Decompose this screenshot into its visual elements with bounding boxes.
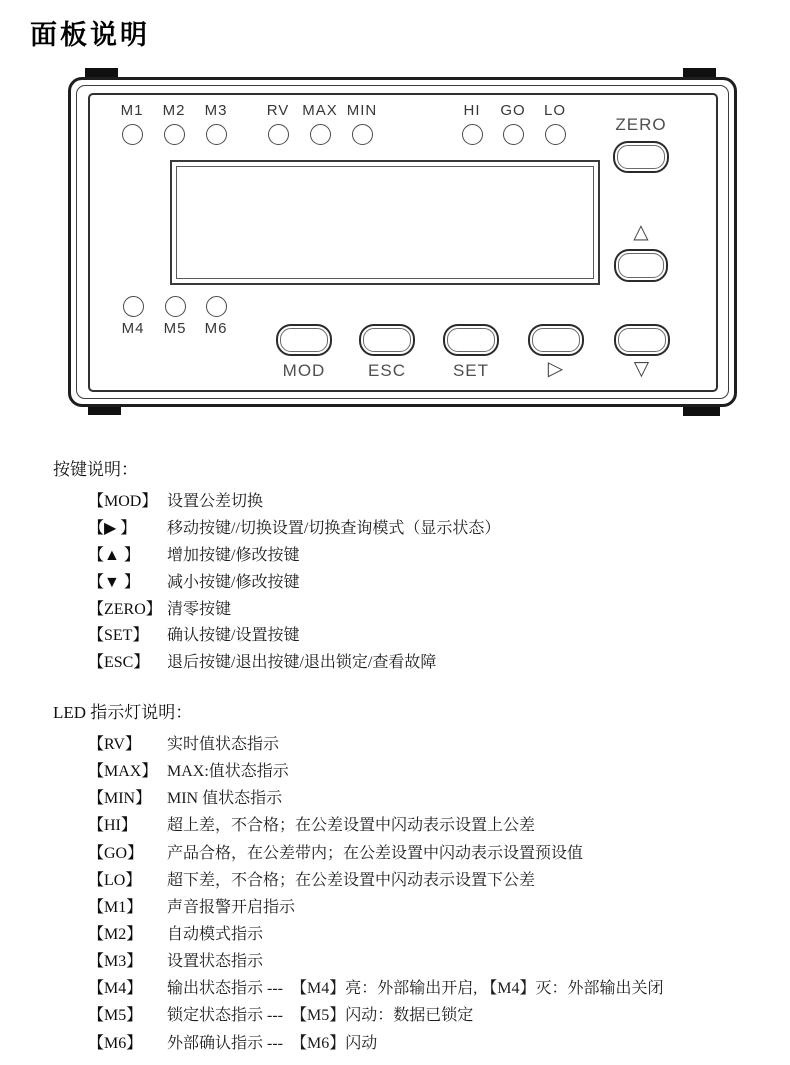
led-desc: 设置状态指示 [167, 953, 264, 971]
up-button [614, 249, 668, 282]
led-m2-circle [164, 124, 185, 145]
led-key: 【M2】 [88, 926, 143, 944]
led-key: 【RV】 [88, 736, 141, 754]
led-row-m2 [0, 919, 790, 946]
led-rv-label: RV [266, 102, 290, 119]
right-button [528, 324, 584, 356]
key-row-right [0, 513, 790, 540]
led-m1-label: M1 [120, 102, 144, 119]
led-min [340, 102, 384, 145]
led-m6-label: M6 [204, 320, 228, 337]
led-desc: 锁定状态指示 --- 【M5】闪动：数据已锁定 [167, 1007, 474, 1025]
down-arrow-icon: ▽ [633, 358, 651, 380]
led-max [298, 102, 342, 145]
led-desc: MIN 值状态指示 [167, 790, 283, 808]
led-desc: 输出状态指示 --- 【M4】亮：外部输出开启, 【M4】灭：外部输出关闭 [167, 980, 664, 998]
esc-button-label: ESC [368, 361, 406, 380]
led-key: 【M5】 [88, 1007, 143, 1025]
led-hi-label: HI [463, 102, 481, 119]
zero-button [613, 141, 669, 173]
led-section [0, 702, 790, 1055]
key-label: 【ZERO】 [88, 600, 162, 618]
zero-button-group [609, 115, 673, 173]
led-key: 【M1】 [88, 898, 143, 916]
led-go [491, 102, 535, 145]
led-row-hi [0, 810, 790, 837]
led-key: 【HI】 [88, 817, 137, 835]
led-m1 [110, 102, 154, 145]
led-m5 [153, 296, 197, 338]
down-button [614, 324, 670, 356]
up-arrow-icon: △ [633, 221, 649, 243]
mount-tab-bottom-left [88, 406, 121, 415]
keys-section-heading: 按键说明： [53, 460, 138, 479]
led-m2 [152, 102, 196, 145]
keys-list [0, 486, 790, 674]
led-lo-label: LO [543, 102, 566, 119]
led-desc: MAX:值状态指示 [167, 763, 289, 781]
led-m4 [111, 296, 155, 338]
led-row-lo [0, 865, 790, 892]
led-row-go [0, 838, 790, 865]
led-min-label: MIN [346, 102, 378, 119]
right-button-group [524, 324, 588, 380]
key-desc: 退后按键/退出按键/退出锁定/查看故障 [167, 654, 437, 672]
page-title: 面板说明 [30, 20, 150, 50]
lcd-display-inner [176, 166, 594, 279]
key-label: 【▼ 】 [88, 573, 140, 591]
led-row-m6 [0, 1028, 790, 1055]
led-key: 【M4】 [88, 980, 143, 998]
key-row-set [0, 620, 790, 647]
led-key: 【M3】 [88, 953, 143, 971]
led-m5-label: M5 [163, 320, 187, 337]
led-hi [450, 102, 494, 145]
led-m4-circle [123, 296, 144, 317]
key-desc: 增加按键/修改按键 [167, 546, 300, 564]
led-m6 [194, 296, 238, 338]
led-m1-circle [122, 124, 143, 145]
led-row-max [0, 756, 790, 783]
led-row-min [0, 783, 790, 810]
led-key: 【LO】 [88, 871, 142, 889]
key-row-zero [0, 594, 790, 621]
led-section-heading: LED 指示灯说明： [53, 703, 193, 722]
key-desc: 清零按键 [167, 600, 232, 618]
esc-button-group [355, 324, 419, 381]
led-m3-circle [206, 124, 227, 145]
led-desc: 实时值状态指示 [167, 736, 280, 754]
led-key: 【M6】 [88, 1034, 143, 1052]
key-row-esc [0, 647, 790, 674]
led-desc: 超下差，不合格；在公差设置中闪动表示设置下公差 [167, 871, 536, 889]
mount-tab-bottom-right [683, 407, 720, 416]
key-label: 【▲ 】 [88, 546, 140, 564]
led-go-label: GO [500, 102, 526, 119]
led-m5-circle [165, 296, 186, 317]
led-list [0, 729, 790, 1055]
set-button-label: SET [452, 361, 490, 380]
key-desc: 减小按键/修改按键 [167, 573, 300, 591]
lcd-display [170, 160, 600, 285]
mod-button [276, 324, 332, 356]
key-desc: 移动按键//切换设置/切换查询模式（显示状态） [167, 519, 501, 537]
key-desc: 设置公差切换 [167, 492, 264, 510]
led-min-circle [352, 124, 373, 145]
led-key: 【MIN】 [88, 790, 152, 808]
led-m6-circle [206, 296, 227, 317]
led-desc: 自动模式指示 [167, 926, 264, 944]
mod-button-label: MOD [282, 361, 326, 380]
esc-button [359, 324, 415, 356]
led-desc: 超上差，不合格；在公差设置中闪动表示设置上公差 [167, 817, 536, 835]
led-rv-circle [268, 124, 289, 145]
led-m3-label: M3 [204, 102, 228, 119]
led-go-circle [503, 124, 524, 145]
led-max-label: MAX [302, 102, 338, 119]
set-button-group [439, 324, 503, 381]
up-button-group [609, 221, 673, 282]
led-row-rv [0, 729, 790, 756]
key-row-up [0, 540, 790, 567]
led-desc: 声音报警开启指示 [167, 898, 296, 916]
right-arrow-icon: ▷ [547, 358, 565, 380]
led-lo [533, 102, 577, 145]
led-m2-label: M2 [162, 102, 186, 119]
led-m3 [194, 102, 238, 145]
led-row-m5 [0, 1000, 790, 1027]
key-label: 【ESC】 [88, 654, 150, 672]
led-row-m1 [0, 892, 790, 919]
led-row-m4 [0, 973, 790, 1000]
key-desc: 确认按键/设置按键 [167, 627, 300, 645]
key-label: 【MOD】 [88, 492, 158, 510]
mount-tab-top-right [683, 68, 716, 77]
led-max-circle [310, 124, 331, 145]
key-label: 【SET】 [88, 627, 149, 645]
zero-button-label: ZERO [615, 115, 667, 134]
led-key: 【GO】 [88, 844, 144, 862]
set-button [443, 324, 499, 356]
led-lo-circle [545, 124, 566, 145]
keys-section [0, 459, 790, 674]
down-button-group [610, 324, 674, 380]
led-desc: 产品合格，在公差带内；在公差设置中闪动表示设置预设值 [167, 844, 584, 862]
led-rv [256, 102, 300, 145]
mod-button-group [272, 324, 336, 381]
key-label: 【▶ 】 [88, 519, 137, 537]
led-row-m3 [0, 946, 790, 973]
led-desc: 外部确认指示 --- 【M6】闪动 [167, 1034, 378, 1052]
key-row-mod [0, 486, 790, 513]
key-row-down [0, 567, 790, 594]
led-m4-label: M4 [121, 320, 145, 337]
led-hi-circle [462, 124, 483, 145]
mount-tab-top-left [85, 68, 118, 77]
led-key: 【MAX】 [88, 763, 158, 781]
